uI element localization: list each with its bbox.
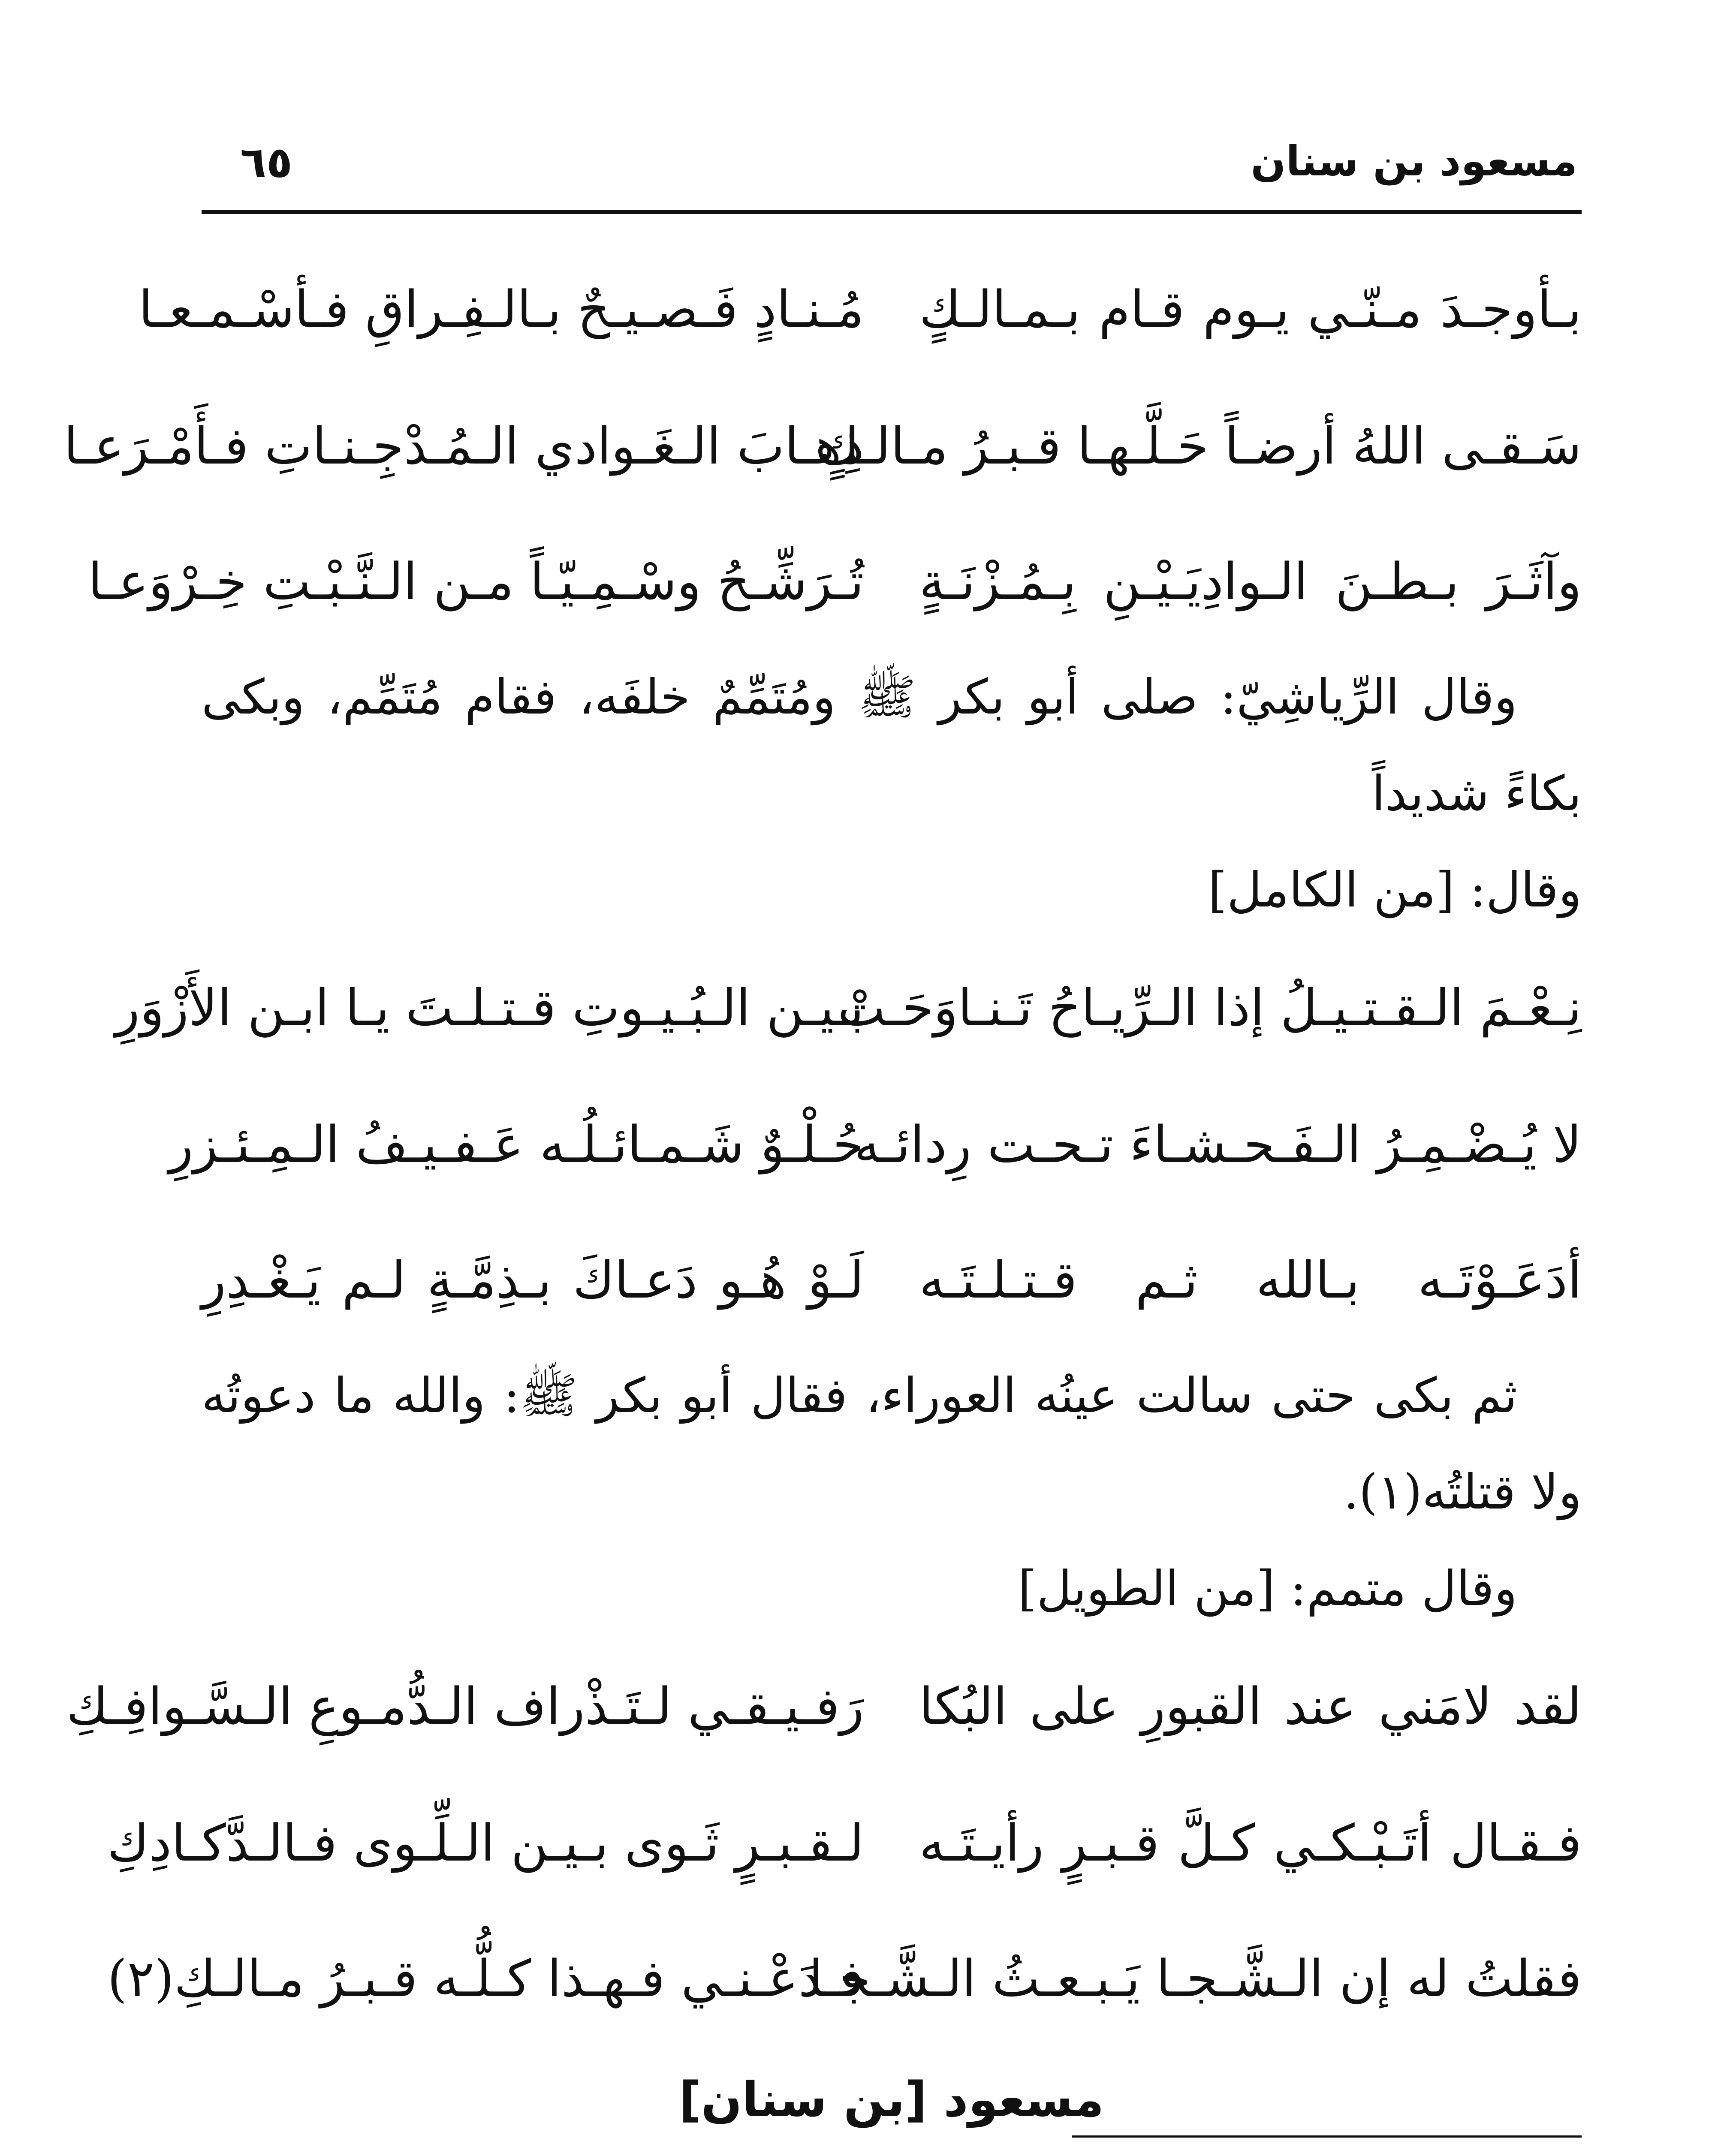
prose-paragraph: وقال: [من الكامل] xyxy=(1208,862,1582,918)
poem-verse xyxy=(202,1212,1582,1348)
verse-first-hemistich: نِـعْـمَ الـقـتـيـلُ إذا الـرِّيـاحُ تَـنـاوَحَـتْ xyxy=(838,978,1582,1037)
prose-paragraph: ثم بكى حتى سالت عينُه العوراء، فقال أبو بكر ﷺ: والله ما دعوتُه ولا قتلتُه(١). xyxy=(202,1368,1582,1520)
footnote-rule xyxy=(1072,2135,1582,2138)
header-rule xyxy=(202,210,1582,214)
verse-first-hemistich: أدَعَـوْتَـه بـالله ثـم قـتـلـتَـه xyxy=(919,1250,1582,1310)
prose-paragraph: وقال الرِّياشِيّ: صلى أبو بكر ﷺ ومُتَمِّمٌ خلفَه، فقام مُتَمِّم، وبكى بكاءً شديداً xyxy=(202,669,1582,822)
entry-heading: مسعود [بن سنان] xyxy=(679,2072,1104,2128)
verse-first-hemistich: بـأوجـدَ مـنّـي يـوم قـام بـمـالـكٍ xyxy=(919,280,1582,339)
page-number: ٦٥ xyxy=(240,137,293,187)
verse-second-hemistich: مُـنـادٍ فَـصـيـحٌ بـالـفِـراقِ فـأسْـمـعـا xyxy=(139,280,864,339)
verse-first-hemistich: وآثَـرَ بـطـنَ الـوادِيَـيْـنِ بِـمُـزْنَـةٍ xyxy=(919,552,1582,611)
poem-verse xyxy=(169,1077,1582,1212)
verse-second-hemistich: لـقـبـرٍ ثَـوى بـيـن الـلِّـوى فـالـدَّكـادِكِ xyxy=(107,1813,864,1873)
verse-second-hemistich: رَفـيـقـي لـتَـذْراف الـدُّمـوعِ الـسَّـوافِـكِ xyxy=(66,1677,864,1736)
verse-first-hemistich: فـقـال أتَـبْـكـي كـلَّ قـبـرٍ رأيـتَـه xyxy=(919,1813,1582,1873)
verse-first-hemistich: لقد لامَني عند القبورِ على البُكا xyxy=(919,1677,1582,1736)
poem-verse xyxy=(115,939,1582,1077)
poem-verse xyxy=(139,240,1582,378)
verse-second-hemistich: ذِهـابَ الـغَـوادي الـمُـدْجِـنـاتِ فـأَمْـرَعـا xyxy=(63,416,864,476)
poem-verse xyxy=(107,1775,1582,1911)
prose-paragraph: وقال متمم: [من الطويل] xyxy=(1018,1561,1517,1617)
poem-verse xyxy=(63,378,1582,514)
verse-first-hemistich: فقلتُ له إن الـشَّـجـا يَـبـعـثُ الـشَّـجـا xyxy=(809,1949,1582,2008)
poem-verse xyxy=(107,1911,1582,2046)
poem-verse xyxy=(88,514,1582,649)
running-title: مسعود بن سنان xyxy=(1251,137,1577,185)
verse-second-hemistich: فـدَعْـنـي فـهـذا كـلُّـه قـبـرُ مـالـكِ(٢) xyxy=(107,1949,864,2008)
verse-second-hemistich: حُـلْـوٌ شَـمـائـلُـه عَـفـيـفُ الـمِـئـزرِ xyxy=(169,1115,864,1174)
verse-first-hemistich: سَـقـى اللهُ أرضـاً حَـلَّـهـا قـبـرُ مـالـكٍ xyxy=(817,416,1582,476)
verse-second-hemistich: بـيـن الـبُـيـوتِ قـتـلـتَ يـا ابـن الأَزْوَرِ xyxy=(115,978,864,1037)
running-header xyxy=(202,129,1577,193)
verse-second-hemistich: تُـرَشِّـحُ وسْـمِـيّـاً مـن الـنَّـبْـتِ خِـرْوَعـا xyxy=(88,552,864,611)
verse-second-hemistich: لَـوْ هُـو دَعـاكَ بـذِمَّـةٍ لـم يَـغْـدِرِ xyxy=(202,1250,864,1310)
main-text xyxy=(63,240,1582,2144)
poem-verse xyxy=(66,1637,1582,1775)
verse-first-hemistich: لا يُـضْـمِـرُ الـفَـحـشـاءَ تـحـت رِدائـه xyxy=(854,1115,1582,1174)
